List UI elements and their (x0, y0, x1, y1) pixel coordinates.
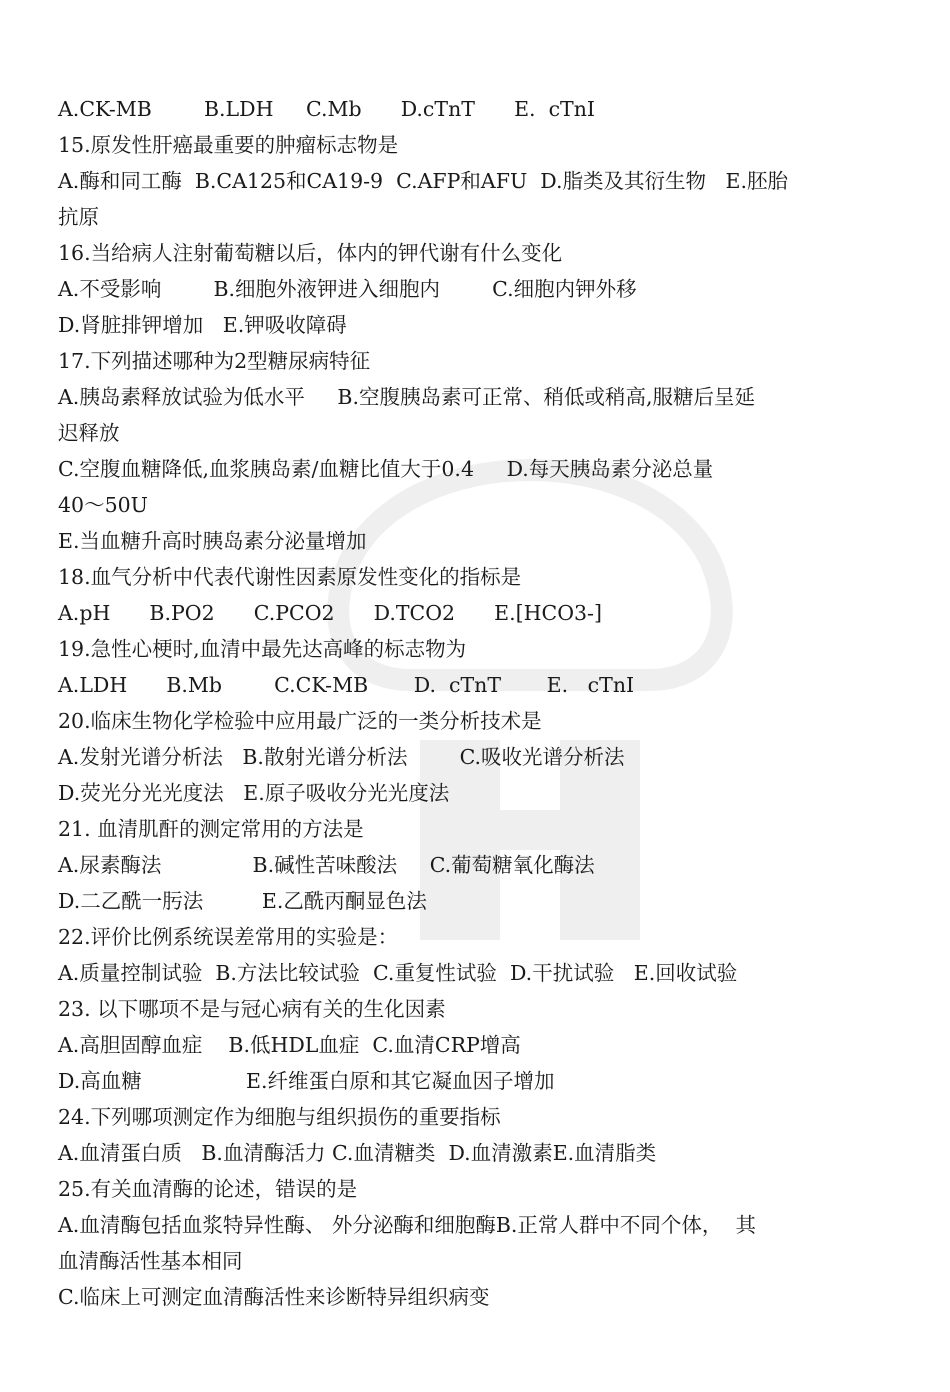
option-row-q24: A.血清蛋白质 B.血清酶活力 C.血清糖类 D.血清激素E.血清脂类 (58, 1141, 657, 1165)
question-22: 22.评价比例系统误差常用的实验是： (58, 925, 399, 949)
option-row-q18: A.pH B.PO2 C.PCO2 D.TCO2 E.[HCO3-] (58, 601, 602, 625)
option-row-q20-a: A.发射光谱分析法 B.散射光谱分析法 C.吸收光谱分析法 (58, 745, 625, 769)
question-15: 15.原发性肝癌最重要的肿瘤标志物是 (58, 133, 399, 157)
option-row-q23-a: A.高胆固醇血症 B.低HDL血症 C.血清CRP增高 (58, 1033, 521, 1057)
option-row-q23-b: D.高血糖 E.纤维蛋白原和其它凝血因子增加 (58, 1069, 555, 1093)
option-row-q16-a: A.不受影响 B.细胞外液钾进入细胞内 C.细胞内钾外移 (58, 277, 637, 301)
question-23: 23. 以下哪项不是与冠心病有关的生化因素 (58, 997, 446, 1021)
question-18: 18.血气分析中代表代谢性因素原发性变化的指标是 (58, 565, 522, 589)
option-row-q20-b: D.荧光分光光度法 E.原子吸收分光光度法 (58, 781, 450, 805)
option-row-q19: A.LDH B.Mb C.CK-MB D. cTnT E. cTnI (58, 673, 635, 697)
option-row-q16-b: D.肾脏排钾增加 E.钾吸收障碍 (58, 313, 347, 337)
option-row-q14: A.CK-MB B.LDH C.Mb D.cTnT E. cTnI (58, 97, 596, 121)
question-24: 24.下列哪项测定作为细胞与组织损伤的重要指标 (58, 1105, 501, 1129)
question-16: 16.当给病人注射葡萄糖以后，体内的钾代谢有什么变化 (58, 241, 563, 265)
option-row-q17-b: C.空腹血糖降低,血浆胰岛素/血糖比值大于0.4 D.每天胰岛素分泌总量 (58, 457, 714, 481)
question-17: 17.下列描述哪种为2型糖尿病特征 (58, 349, 371, 373)
option-row-q17-c: E.当血糖升高时胰岛素分泌量增加 (58, 529, 367, 553)
option-row-q25-c: C.临床上可测定血清酶活性来诊断特异组织病变 (58, 1285, 490, 1309)
question-25: 25.有关血清酶的论述，错误的是 (58, 1177, 358, 1201)
option-row-q17-b-cont: 40～50U (58, 493, 148, 517)
option-row-q21-a: A.尿素酶法 B.碱性苦味酸法 C.葡萄糖氧化酶法 (58, 853, 595, 877)
option-row-q17-a: A.胰岛素释放试验为低水平 B.空腹胰岛素可正常、稍低或稍高,服糖后呈延 (58, 385, 755, 409)
option-row-q15-cont: 抗原 (58, 205, 99, 229)
question-list (58, 91, 898, 1315)
option-row-q17-a-cont: 迟释放 (58, 421, 120, 445)
option-row-q21-b: D.二乙酰一肟法 E.乙酰丙酮显色法 (58, 889, 427, 913)
question-20: 20.临床生物化学检验中应用最广泛的一类分析技术是 (58, 709, 542, 733)
question-21: 21. 血清肌酐的测定常用的方法是 (58, 817, 364, 841)
option-row-q25-a: A.血清酶包括血浆特异性酶、 外分泌酶和细胞酶B.正常人群中不同个体， 其 (58, 1213, 756, 1237)
question-19: 19.急性心梗时,血清中最先达高峰的标志物为 (58, 637, 467, 661)
option-row-q15: A.酶和同工酶 B.CA125和CA19-9 C.AFP和AFU D.脂类及其衍生物 E.胚胎 (58, 169, 789, 193)
option-row-q25-a-cont: 血清酶活性基本相同 (58, 1249, 243, 1273)
option-row-q22: A.质量控制试验 B.方法比较试验 C.重复性试验 D.干扰试验 E.回收试验 (58, 961, 738, 985)
